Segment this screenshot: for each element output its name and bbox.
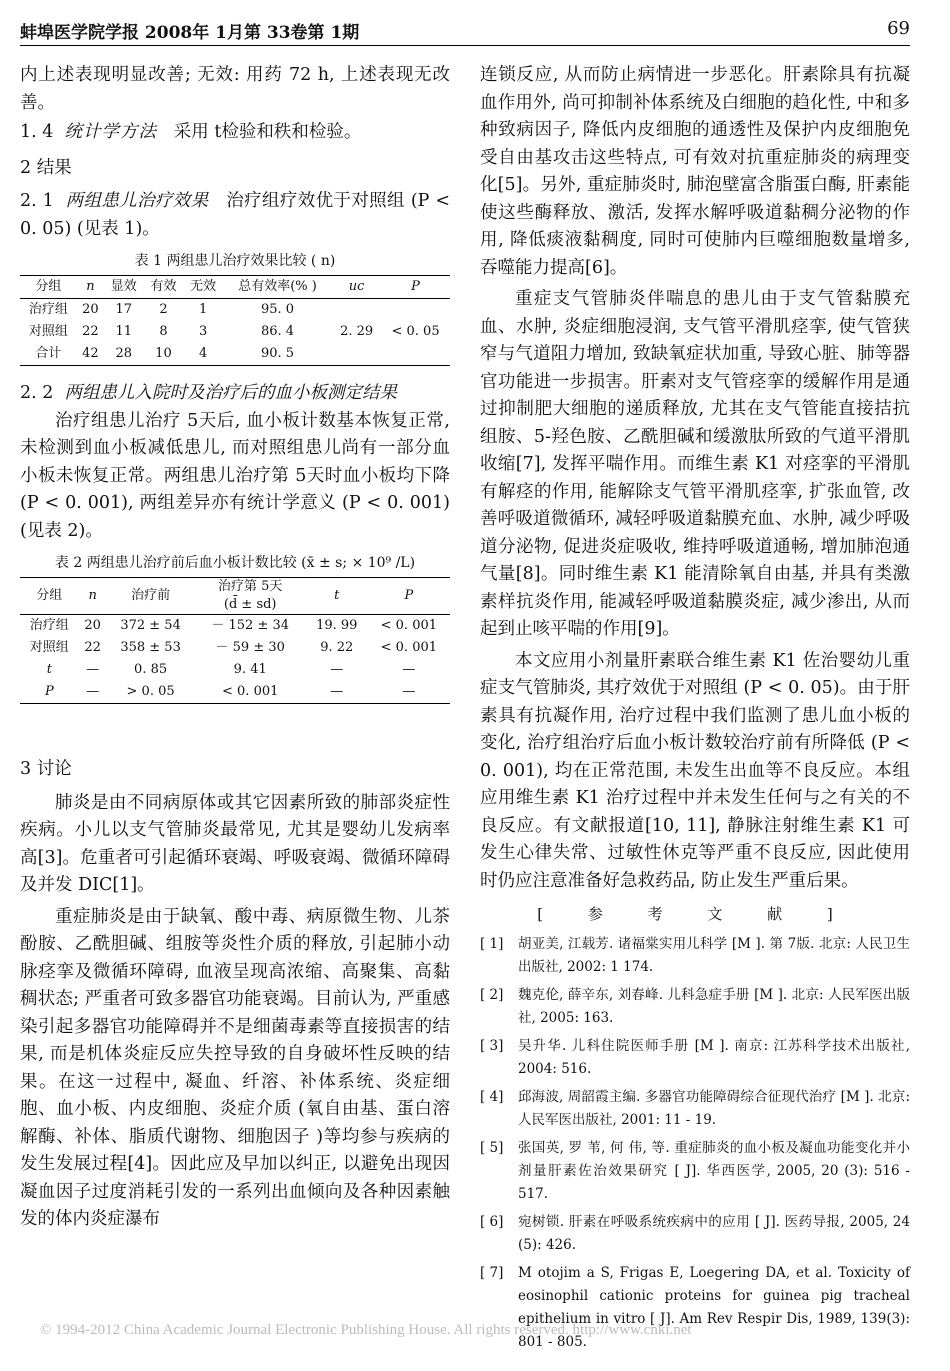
- section-1-4: 1. 4 统计学方法 采用 t检验和秩和检验。: [20, 122, 362, 142]
- page-header: [20, 14, 910, 46]
- paragraph: 重症肺炎是由于缺氧、酸中毒、病原微生物、儿茶酚胺、乙酰胆碱、组胺等炎性介质的释放, 引起肺小动脉痉挛及微循环障碍, 血液呈现高浓缩、高聚集、高黏稠状态; 严重者可致多器官功能衰竭。目前认为, 严重感染引起多器官功能障碍并不是细菌毒素等直接损害的结果, 而是机体炎症反应失控导致的自身破坏性反映的结果。在这一过程中, 凝血、纤溶、补体系统、炎症细胞、血小板、内皮细胞、炎症介质 (氧自由基、蛋白溶解酶、补体、脂质代谢物、细胞因子 )等均参与疾病的发生发展过程[4]。因此应及早加以纠正, 以避免出现因凝血因子过度消耗引发的一系列出血倾向及各种因素触发的体内炎症瀑布: [20, 906, 450, 1229]
- list-item: [ 7] M otojim a S, Frigas E, Loegering DA, et al. Toxicity of eosinophil cationic proteins for guinea pig tracheal epithelium in vitro [ J]. Am Rev Respir Dis, 1989, 139(3): 801 - 805.: [480, 1264, 910, 1350]
- right-column: [480, 62, 910, 1359]
- paragraph: 连锁反应, 从而防止病情进一步恶化。肝素除具有抗凝血作用外, 尚可抑制补体系统及白细胞的趋化性, 中和多种致病因子, 降低内皮细胞的通透性及保护内皮细胞免受自由基攻击这些特点, 可有效对抗重症肺炎的病理变化[5]。另外, 重症肺炎时, 肺泡壁富含脂蛋白酶, 肝素能使这些酶释放、激活, 发挥水解呼吸道黏稠分泌物的作用, 降低痰液黏稠度, 同时可使肺内巨噬细胞数量增多, 吞噬能力提高[6]。: [480, 65, 910, 278]
- table-row: 治疗组 20 372 ± 54 － 152 ± 34 19. 99 < 0. 001: [29, 618, 438, 633]
- table-2: 分组 n 治疗前 治疗第 5天 (d̄ ± sd) t P 治疗组 20 372 ± 54 － 152 ± 34 19. 99 < 0. 001 对照组 22 358 ± 53 － 59 ± 30 9. 22 < 0. 001 t — 0. 85 9. 41 — — P — > 0. 05 < 0. 001 — —: [20, 577, 450, 704]
- table-2-caption: 表 2 两组患儿治疗前后血小板计数比较 (x̄ ± s; × 10⁹ /L): [54, 555, 416, 571]
- paragraph: 治疗组患儿治疗 5天后, 血小板计数基本恢复正常, 未检测到血小板减低患儿, 而对照组患儿尚有一部分血小板未恢复正常。两组患儿治疗第 5天时血小板均下降 (P < 0. 001), 两组差异亦有统计学意义 (P < 0. 001) (见表 2)。: [20, 410, 450, 541]
- table-1: 分组 n 显效 有效 无效 总有效率(% ) uc P 治疗组 20 17 2 1 95. 0 2. 29 < 0. 05 对照组 22 11 8 3 86. 4 合计 42 28 10 4 90. 5: [20, 275, 450, 366]
- journal-title: 蚌埠医学院学报 2008年 1月第 33卷第 1期: [20, 23, 360, 43]
- list-item: [ 3] 吴升华. 儿科住院医师手册 [M ]. 南京: 江苏科学技术出版社, 2004: 516.: [480, 1037, 910, 1077]
- list-item: [ 4] 邱海波, 周韶霞主编. 多器官功能障碍综合征现代治疗 [M ]. 北京: 人民军医出版社, 2001: 11 - 19.: [480, 1088, 910, 1128]
- table-row: P — > 0. 05 < 0. 001 — —: [44, 684, 416, 699]
- references-heading: [ 参 考 文 献 ]: [537, 905, 853, 923]
- section-2-2-title: 2. 2 两组患儿入院时及治疗后的血小板测定结果: [20, 383, 398, 403]
- table-row: t — 0. 85 9. 41 — —: [46, 662, 416, 677]
- table-row: 治疗组 20 17 2 1 95. 0 2. 29 < 0. 05: [28, 302, 440, 339]
- paragraph: 内上述表现明显改善; 无效: 用药 72 h, 上述表现无改善。: [20, 65, 450, 113]
- left-column: [20, 62, 450, 1234]
- paragraph: 本文应用小剂量肝素联合维生素 K1 佐治婴幼儿重症支气管肺炎, 其疗效优于对照组 (P < 0. 05)。由于肝素具有抗凝作用, 治疗过程中我们监测了患儿血小板的变化, 治疗组治疗后血小板计数较治疗前有所降低 (P < 0. 001), 均在正常范围, 未发生出血等不良反应。本组应用维生素 K1 治疗过程中并未发生任何与之有关的不良反应。有文献报道[10, 11], 静脉注射维生素 K1 可发生心律失常、过敏性休克等严重不良反应, 因此使用时仍应注意准备好急救药品, 防止发生严重后果。: [480, 650, 910, 891]
- paragraph: 肺炎是由不同病原体或其它因素所致的肺部炎症性疾病。小儿以支气管肺炎最常见, 尤其是婴幼儿发病率高[3]。危重者可引起循环衰竭、呼吸衰竭、微循环障碍及并发 DIC[1]。: [20, 792, 450, 895]
- copyright-watermark: © 1994-2012 China Academic Journal Electronic Publishing House. All rights reserved. http://www.cnki.net: [40, 1322, 692, 1338]
- section-heading-results: 2 结果: [20, 157, 72, 178]
- list-item: [ 5] 张国英, 罗 苇, 何 伟, 等. 重症肺炎的血小板及凝血功能变化并小剂量肝素佐治效果研究 [ J]. 华西医学, 2005, 20 (3): 516 - 517.: [480, 1139, 910, 1202]
- table-row: 对照组 22 358 ± 53 － 59 ± 30 9. 22 < 0. 001: [29, 640, 438, 655]
- table-1-caption: 表 1 两组患儿治疗效果比较 ( n): [134, 253, 336, 269]
- list-item: [ 2] 魏克伦, 薛辛东, 刘春峰. 儿科急症手册 [M ]. 北京: 人民军医出版社, 2005: 163.: [480, 986, 910, 1026]
- section-2-1: 2. 1 两组患儿治疗效果 治疗组疗效优于对照组 (P < 0. 05) (见表 1)。: [20, 191, 451, 239]
- list-item: [ 1] 胡亚美, 江载芳. 诸福棠实用儿科学 [M ]. 第 7版. 北京: 人民卫生出版社, 2002: 1 174.: [480, 935, 910, 975]
- list-item: [ 6] 宛树锁. 肝素在呼吸系统疾病中的应用 [ J]. 医药导报, 2005, 24 (5): 426.: [480, 1213, 910, 1253]
- paragraph: 重症支气管肺炎伴喘息的患儿由于支气管黏膜充血、水肿, 炎症细胞浸润, 支气管平滑肌痉挛, 使气管狭窄与气道阻力增加, 致缺氧症状加重, 导致心脏、肺等器官功能进一步损害。肝素对支气管痉挛的缓解作用是通过抑制肥大细胞的递质释放, 尤其在支气管能直接拮抗组胺、5-羟色胺、乙酰胆碱和缓激肽所致的气道平滑肌收缩[7], 发挥平喘作用。而维生素 K1 对痉挛的平滑肌有解痉的作用, 能解除支气管平滑肌痉挛, 扩张血管, 改善呼吸道微循环, 减轻呼吸道黏膜充血、水肿, 减少呼吸道分泌物, 促进炎症吸收, 维持呼吸道通畅, 增加肺泡通气量[8]。同时维生素 K1 能清除氧自由基, 并具有类激素样抗炎作用, 能减轻呼吸道黏膜炎症, 减少渗出, 从而起到止咳平喘的作用[9]。: [480, 289, 910, 639]
- page-number: 69: [887, 18, 910, 39]
- table-row: 合计 42 28 10 4 90. 5: [35, 346, 295, 361]
- section-heading-discussion: 3 讨论: [20, 759, 72, 779]
- reference-list: [480, 933, 910, 1354]
- table-row: 对照组 22 11 8 3 86. 4: [28, 324, 295, 339]
